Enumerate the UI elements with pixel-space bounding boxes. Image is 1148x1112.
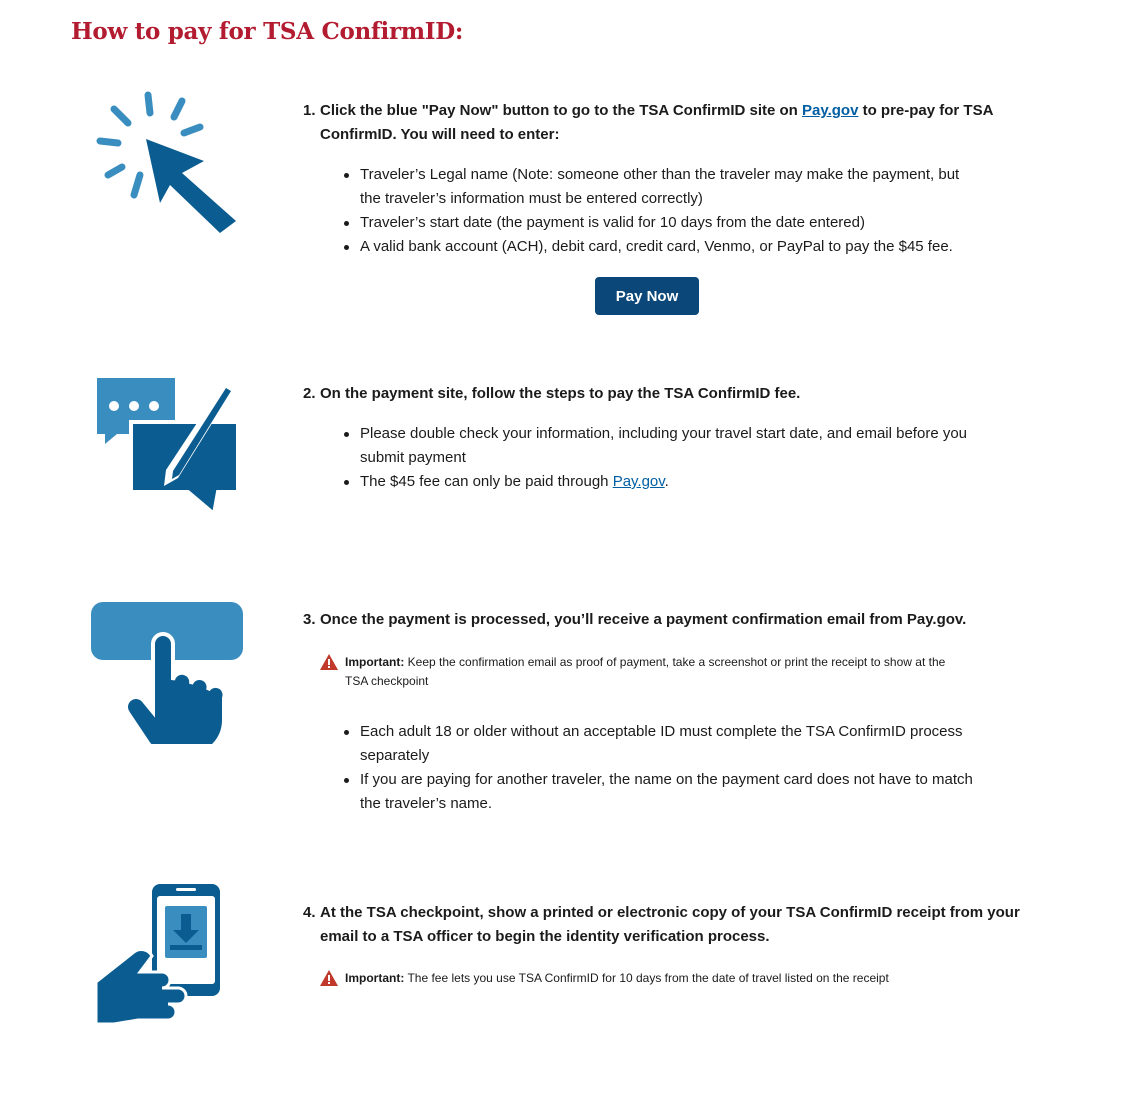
pay-gov-link[interactable]: Pay.gov [802,102,859,119]
step-4-heading: 4. At the TSA checkpoint, show a printed or electronic copy of your TSA ConfirmID receipt from your email to a TSA officer to begin the identity verification process. [303,904,1020,945]
warning-icon [320,970,338,986]
important-alert: Important: The fee lets you use TSA ConfirmID for 10 days from the date of travel listed on the receipt [303,969,985,988]
phone-download-icon [94,882,224,1024]
step-1-heading: 1. Click the blue "Pay Now" button to go to the TSA ConfirmID site on Pay.gov to pre-pay for TSA ConfirmID. You will need to enter: [303,102,993,143]
step-3-heading: 3. Once the payment is processed, you’ll receive a payment confirmation email from Pay.gov. [303,611,967,628]
step-2-heading: 2. On the payment site, follow the steps to pay the TSA ConfirmID fee. [303,385,801,402]
list-item: Traveler’s Legal name (Note: someone other than the traveler may make the payment, but the traveler’s information must be entered correctly) [360,163,960,211]
list-item: Please double check your information, including your travel start date, and email before you submit payment [360,422,980,470]
warning-icon [320,654,338,670]
cursor-click-icon [96,91,240,235]
chat-pencil-icon [96,374,242,516]
step-2-list [303,422,1003,494]
list-item: Each adult 18 or older without an acceptable ID must complete the TSA ConfirmID process separately [360,720,980,768]
list-item: The $45 fee can only be paid through Pay.gov. [360,470,1003,494]
list-item: Traveler’s start date (the payment is valid for 10 days from the date entered) [360,211,1003,235]
pay-now-button[interactable]: Pay Now [595,277,699,315]
tap-button-icon [91,602,245,744]
step-1-list [303,163,1003,259]
list-item: A valid bank account (ACH), debit card, credit card, Venmo, or PayPal to pay the $45 fee. [360,235,1003,259]
list-item: If you are paying for another traveler, the name on the payment card does not have to match the traveler’s name. [360,768,980,816]
page-title: How to pay for TSA ConfirmID: [71,18,464,45]
pay-gov-link[interactable]: Pay.gov [612,473,665,490]
important-alert: Important: Keep the confirmation email as proof of payment, take a screenshot or print the receipt to show at the TSA checkpoint [303,653,955,691]
step-3-list [303,720,1003,816]
